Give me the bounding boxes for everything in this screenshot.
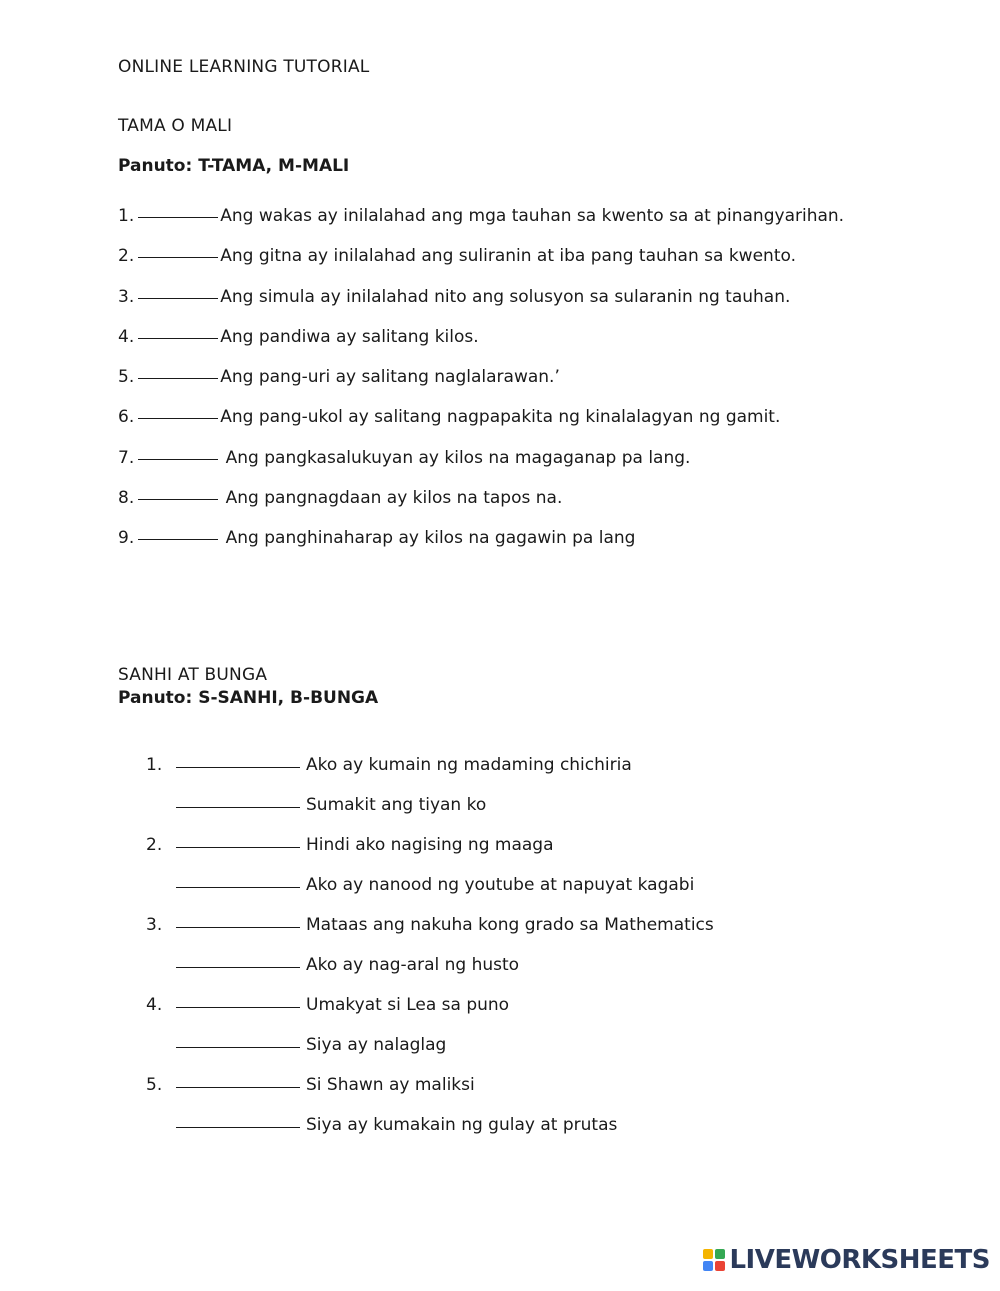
true-false-list bbox=[118, 196, 878, 559]
item-number: 4. bbox=[146, 995, 163, 1015]
item-statement: Ang pang-uri ay salitang naglalarawan.’ bbox=[220, 367, 560, 388]
item-statement: Ang pang-ukol ay salitang nagpapakita ng kinalalagyan ng gamit. bbox=[220, 407, 781, 428]
answer-blank[interactable] bbox=[176, 886, 300, 888]
true-false-item bbox=[118, 397, 878, 437]
document-header: ONLINE LEARNING TUTORIAL bbox=[118, 57, 370, 77]
item-number: 1. bbox=[146, 755, 163, 775]
item-number: 2. bbox=[146, 835, 163, 855]
true-false-item bbox=[118, 478, 878, 518]
answer-blank[interactable] bbox=[176, 806, 300, 808]
cause-effect-line-first bbox=[146, 745, 866, 785]
answer-blank[interactable] bbox=[138, 216, 218, 218]
answer-blank[interactable] bbox=[138, 417, 218, 419]
section-title-sanhi-at-bunga: SANHI AT BUNGA bbox=[118, 665, 268, 685]
true-false-item bbox=[118, 357, 878, 397]
item-statement: Si Shawn ay maliksi bbox=[306, 1075, 475, 1095]
cause-effect-line-first bbox=[146, 825, 866, 865]
section-instructions-tama-o-mali: Panuto: T-TAMA, M-MALI bbox=[118, 156, 350, 176]
item-number: 1. bbox=[118, 206, 135, 226]
liveworksheets-logo[interactable] bbox=[703, 1245, 990, 1275]
answer-blank[interactable] bbox=[138, 498, 218, 500]
cause-effect-item bbox=[146, 745, 866, 825]
item-statement: Ang wakas ay inilalahad ang mga tauhan sa kwento sa at pinangyarihan. bbox=[220, 206, 845, 226]
item-number: 8. bbox=[118, 488, 135, 509]
answer-blank[interactable] bbox=[176, 1006, 300, 1008]
item-statement: Ang gitna ay inilalahad ang suliranin at iba pang tauhan sa kwento. bbox=[220, 246, 796, 267]
answer-blank[interactable] bbox=[138, 256, 218, 258]
cause-effect-item bbox=[146, 985, 866, 1065]
item-statement: Ako ay nanood ng youtube at napuyat kagabi bbox=[306, 875, 695, 895]
cause-effect-line-second bbox=[146, 945, 866, 985]
cause-effect-line-first bbox=[146, 985, 866, 1025]
item-number: 5. bbox=[146, 1075, 163, 1095]
logo-square bbox=[715, 1261, 725, 1271]
logo-square bbox=[703, 1261, 713, 1271]
answer-blank[interactable] bbox=[138, 297, 218, 299]
item-number: 6. bbox=[118, 407, 135, 428]
answer-blank[interactable] bbox=[138, 458, 218, 460]
item-statement: Umakyat si Lea sa puno bbox=[306, 995, 510, 1015]
item-number: 7. bbox=[118, 447, 135, 468]
cause-effect-line-second bbox=[146, 785, 866, 825]
true-false-item bbox=[118, 236, 878, 276]
item-number: 3. bbox=[118, 286, 135, 307]
answer-blank[interactable] bbox=[176, 1086, 300, 1088]
logo-wordmark: LIVEWORKSHEETS bbox=[729, 1245, 990, 1275]
cause-effect-line-first bbox=[146, 1065, 866, 1105]
answer-blank[interactable] bbox=[176, 1126, 300, 1128]
true-false-item bbox=[118, 518, 878, 558]
cause-effect-line-first bbox=[146, 905, 866, 945]
cause-effect-item bbox=[146, 825, 866, 905]
answer-blank[interactable] bbox=[176, 846, 300, 848]
answer-blank[interactable] bbox=[176, 926, 300, 928]
true-false-item bbox=[118, 317, 878, 357]
item-statement: Ang panghinaharap ay kilos na gagawin pa lang bbox=[220, 528, 636, 549]
answer-blank[interactable] bbox=[138, 538, 218, 540]
item-statement: Sumakit ang tiyan ko bbox=[306, 795, 487, 815]
true-false-item bbox=[118, 438, 878, 478]
item-number: 5. bbox=[118, 367, 135, 388]
item-statement: Ang pandiwa ay salitang kilos. bbox=[220, 326, 479, 347]
section-instructions-sanhi-at-bunga: Panuto: S-SANHI, B-BUNGA bbox=[118, 688, 379, 708]
item-statement: Siya ay kumakain ng gulay at prutas bbox=[306, 1115, 618, 1135]
cause-effect-item bbox=[146, 1065, 866, 1145]
item-statement: Ako ay nag-aral ng husto bbox=[306, 955, 520, 975]
item-statement: Ang simula ay inilalahad nito ang solusyon sa sularanin ng tauhan. bbox=[220, 286, 791, 307]
item-statement: Hindi ako nagising ng maaga bbox=[306, 835, 554, 855]
answer-blank[interactable] bbox=[138, 337, 218, 339]
liveworksheets-logo-icon bbox=[703, 1249, 725, 1271]
section-title-tama-o-mali: TAMA O MALI bbox=[118, 116, 233, 136]
answer-blank[interactable] bbox=[176, 966, 300, 968]
answer-blank[interactable] bbox=[176, 1046, 300, 1048]
answer-blank[interactable] bbox=[138, 377, 218, 379]
item-statement: Siya ay nalaglag bbox=[306, 1035, 447, 1055]
answer-blank[interactable] bbox=[176, 766, 300, 768]
logo-square bbox=[715, 1249, 725, 1259]
cause-effect-item bbox=[146, 905, 866, 985]
cause-effect-line-second bbox=[146, 1105, 866, 1145]
cause-effect-list bbox=[146, 745, 866, 1145]
true-false-item bbox=[118, 277, 878, 317]
item-statement: Mataas ang nakuha kong grado sa Mathematics bbox=[306, 915, 714, 935]
true-false-item bbox=[118, 196, 878, 236]
cause-effect-line-second bbox=[146, 865, 866, 905]
item-number: 9. bbox=[118, 528, 135, 549]
item-number: 4. bbox=[118, 326, 135, 347]
item-statement: Ako ay kumain ng madaming chichiria bbox=[306, 755, 632, 775]
item-statement: Ang pangkasalukuyan ay kilos na magaganap pa lang. bbox=[220, 447, 691, 468]
item-number: 3. bbox=[146, 915, 163, 935]
logo-square bbox=[703, 1249, 713, 1259]
item-statement: Ang pangnagdaan ay kilos na tapos na. bbox=[220, 488, 563, 509]
item-number: 2. bbox=[118, 246, 135, 267]
cause-effect-line-second bbox=[146, 1025, 866, 1065]
